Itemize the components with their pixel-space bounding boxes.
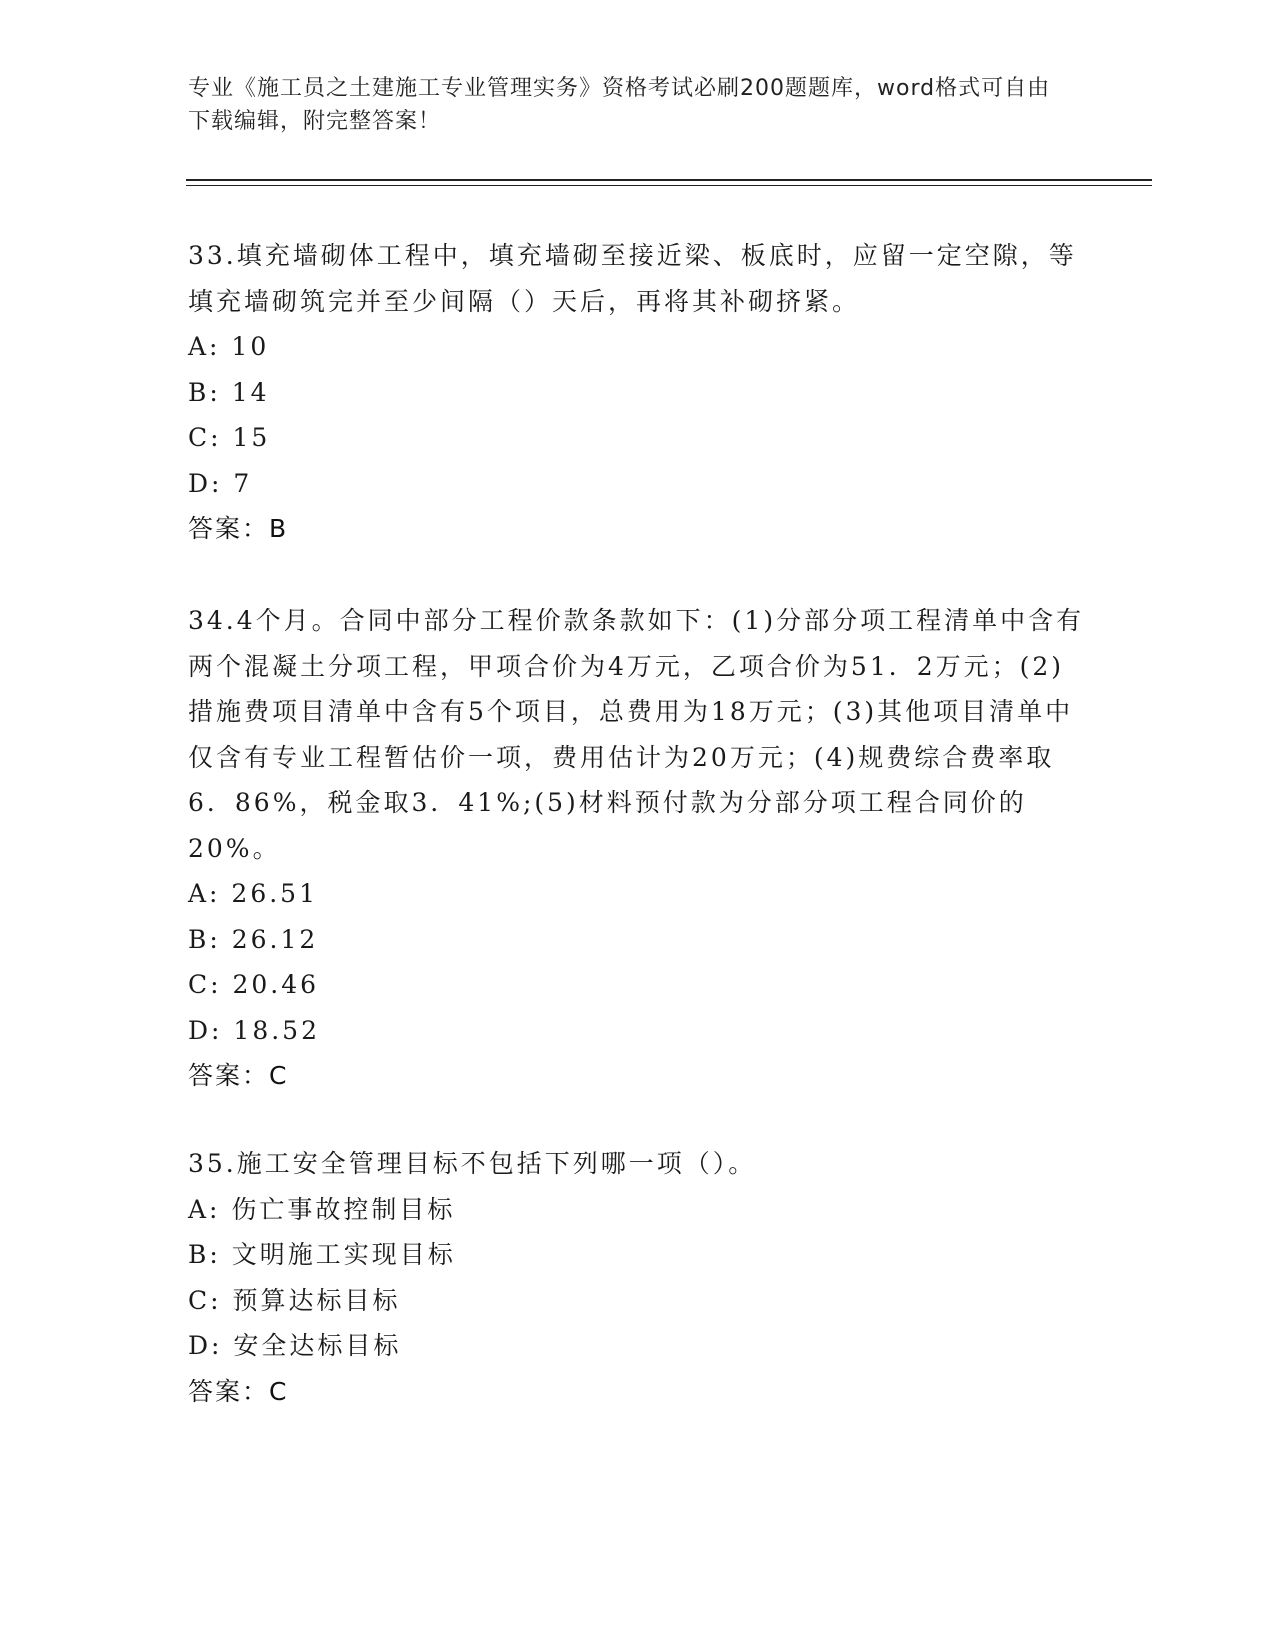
answer-label: 答案：C (188, 1376, 289, 1406)
question-stem: 35.施工安全管理目标不包括下列哪一项（）。 (188, 1149, 757, 1178)
option-b: B: 14 (188, 377, 270, 407)
question-34 (188, 598, 1088, 1099)
header-divider (186, 179, 1152, 181)
option-a: A: 伤亡事故控制目标 (188, 1194, 456, 1224)
header-divider-thin (186, 185, 1152, 186)
option-a: A: 10 (188, 332, 270, 361)
answer-label: 答案：B (188, 514, 289, 543)
option-d: D: 安全达标目标 (188, 1331, 402, 1360)
option-c: C: 预算达标目标 (188, 1285, 401, 1315)
option-c: C: 15 (188, 423, 271, 452)
question-stem: 33.填充墙砌体工程中，填充墙砌至接近梁、板底时，应留一定空隙，等填充墙砌筑完并至少间隔（）天后，再将其补砌挤紧。 (188, 241, 1077, 316)
option-d: D: 7 (188, 468, 253, 498)
question-stem: 34.4个月。合同中部分工程价款条款如下：(1)分部分项工程清单中含有两个混凝土分项工程，甲项合价为4万元，乙项合价为51．2万元；(2)措施费项目清单中含有5个项目，总费用为18万元；(3)其他项目清单中仅含有专业工程暂估价一项，费用估计为20万元；(4)规费综合费率取6．86%，税金取3．41%;(5)材料预付款为分部分项工程合同价的20%。 (188, 606, 1085, 863)
question-33 (188, 233, 1088, 552)
option-d: D: 18.52 (188, 1015, 320, 1045)
option-b: B: 26.12 (188, 924, 319, 954)
question-35 (188, 1141, 1088, 1414)
option-b: B: 文明施工实现目标 (188, 1240, 456, 1269)
option-c: C: 20.46 (188, 970, 320, 999)
answer-label: 答案：C (188, 1061, 289, 1090)
option-a: A: 26.51 (188, 879, 318, 908)
document-header: 专业《施工员之土建施工专业管理实务》资格考试必刷200题题库，word格式可自由下载编辑，附完整答案！ (188, 76, 1051, 134)
